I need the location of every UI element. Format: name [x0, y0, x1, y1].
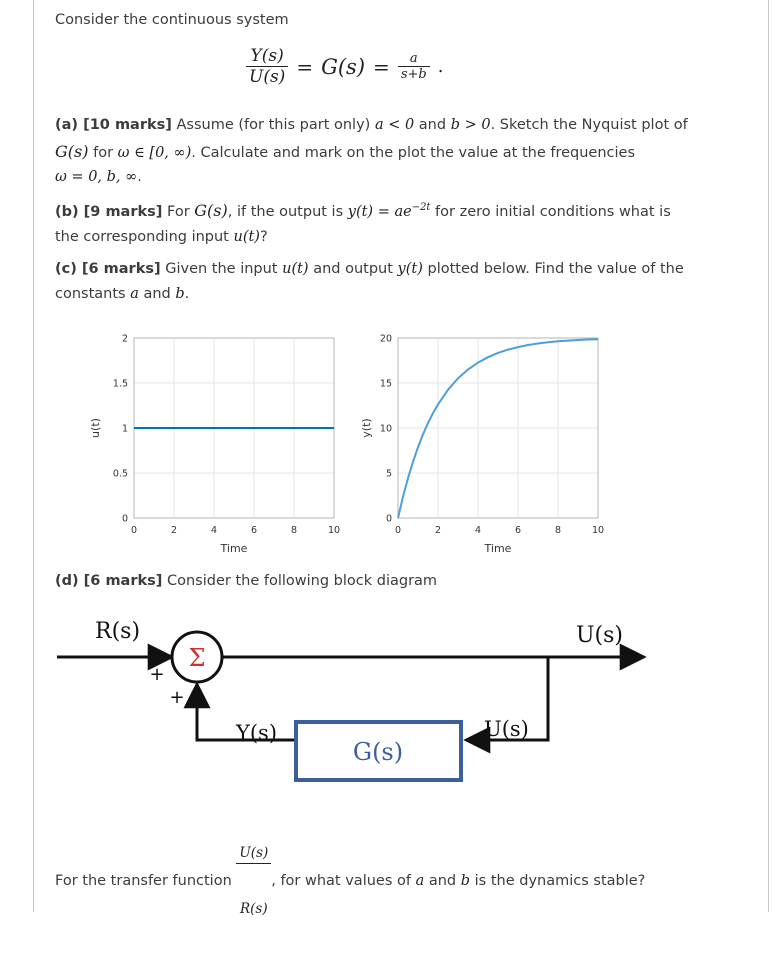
text: for zero initial conditions what is — [430, 204, 671, 220]
y-chart-ylabel: y(t) — [360, 418, 373, 438]
u-chart-ytick-label: 0.5 — [112, 468, 128, 480]
part-b — [55, 197, 735, 249]
y-chart-ytick-label: 0 — [385, 513, 392, 525]
math: ω = 0, b, ∞ — [55, 169, 138, 186]
text: Given the input — [160, 261, 283, 277]
u-chart-xtick-label: 2 — [170, 525, 178, 536]
u-chart-ytick-label: 2 — [121, 333, 128, 345]
block-diagram — [0, 600, 782, 800]
text: and — [414, 117, 451, 133]
math: b — [175, 285, 185, 302]
text: . — [184, 285, 190, 302]
R-label: R(s) — [95, 619, 141, 644]
y-chart-xtick-label: 8 — [554, 525, 562, 536]
u-chart-xtick-label: 8 — [290, 525, 298, 536]
y-chart-xtick-label: 0 — [394, 525, 402, 536]
u-chart-xtick-label: 4 — [210, 525, 218, 536]
text: For — [162, 204, 195, 220]
stability-question — [55, 808, 645, 955]
part-a — [55, 113, 735, 190]
period: . — [437, 56, 444, 77]
system-equation — [246, 46, 443, 87]
y-chart-xtick-label: 4 — [474, 525, 482, 536]
U-over-R-fraction — [236, 808, 271, 955]
math: a — [130, 285, 139, 302]
y-chart-ytick-label: 15 — [379, 378, 392, 390]
part-d — [55, 569, 437, 594]
text: For the transfer function — [55, 873, 237, 890]
transfer-function-G: G(s) — [321, 54, 366, 79]
G-block-label: G(s) — [352, 738, 404, 766]
u-chart-xlabel: Time — [220, 542, 248, 555]
u-chart-ytick-label: 1 — [121, 423, 128, 435]
math: y(t) = ae — [347, 204, 412, 220]
u-chart-xtick-label: 6 — [250, 525, 258, 536]
plus-sign-bottom: + — [169, 687, 185, 708]
math: G(s) — [194, 201, 228, 220]
math: u(t) — [233, 228, 260, 245]
fraction-numerator: a — [398, 51, 430, 67]
math-exponent: −2t — [411, 202, 431, 214]
math: b > 0 — [450, 117, 491, 133]
u-chart-ytick-label: 0 — [121, 513, 128, 525]
text: Consider the following block diagram — [162, 573, 438, 589]
u-chart-ylabel: u(t) — [89, 418, 102, 438]
text: and output — [308, 261, 398, 277]
math: b — [460, 873, 471, 890]
part-d-label: (d) [6 marks] — [55, 573, 163, 589]
u-chart-xtick-label: 0 — [130, 525, 138, 536]
sigma-symbol: Σ — [188, 644, 206, 672]
part-b-label: (b) [9 marks] — [55, 204, 163, 220]
fraction-numerator: U(s) — [236, 844, 271, 863]
text: , if the output is — [227, 204, 348, 220]
intro-text: Consider the continuous system — [55, 12, 289, 28]
input-chart — [0, 320, 782, 570]
text: and — [424, 873, 461, 890]
text: for — [88, 144, 118, 161]
math: a — [415, 873, 425, 890]
math: ω ∈ [0, ∞) — [117, 144, 192, 161]
part-a-label: (a) [10 marks] — [55, 117, 172, 133]
part-c-label: (c) [6 marks] — [55, 261, 161, 277]
y-chart-xtick-label: 2 — [434, 525, 442, 536]
y-chart-ytick-label: 10 — [379, 423, 392, 435]
text: plotted below. Find the value of the — [422, 261, 684, 277]
math: G(s) — [55, 141, 89, 161]
part-c — [55, 257, 735, 306]
U-feedback-label: U(s) — [484, 717, 529, 741]
U-output-label: U(s) — [576, 623, 623, 648]
text: Assume (for this part only) — [171, 117, 375, 133]
text: , for what values of — [271, 873, 416, 890]
u-chart-xtick-label: 10 — [327, 525, 341, 536]
y-chart-xtick-label: 6 — [514, 525, 522, 536]
text: . — [137, 169, 142, 186]
fraction-numerator: Y(s) — [246, 46, 288, 67]
Y-label: Y(s) — [236, 721, 278, 745]
y-chart-ytick-label: 5 — [385, 468, 392, 480]
text: constants — [55, 285, 131, 302]
text: . Calculate and mark on the plot the value at the frequencies — [191, 144, 636, 161]
text: . Sketch the Nyquist plot of — [490, 117, 688, 133]
math: y(t) — [397, 261, 423, 277]
y-chart-xtick-label: 10 — [591, 525, 605, 536]
plus-sign-top: + — [149, 664, 165, 685]
equals-sign: = — [373, 54, 390, 79]
y-chart-ytick-label: 20 — [379, 333, 392, 345]
math: a < 0 — [374, 117, 415, 133]
a-over-s-plus-b-fraction — [398, 51, 430, 82]
fraction-denominator: R(s) — [239, 901, 268, 918]
fraction-denominator: s+b — [400, 67, 427, 82]
Y-over-U-fraction — [246, 46, 288, 87]
math: u(t) — [282, 261, 309, 277]
text: the corresponding input — [55, 228, 234, 245]
fraction-denominator: U(s) — [249, 67, 286, 87]
y-chart-xlabel: Time — [484, 542, 512, 555]
text: ? — [259, 228, 268, 245]
text: and — [138, 285, 176, 302]
text: is the dynamics stable? — [470, 873, 646, 890]
equals-sign: = — [296, 54, 314, 79]
u-chart-ytick-label: 1.5 — [112, 378, 128, 390]
